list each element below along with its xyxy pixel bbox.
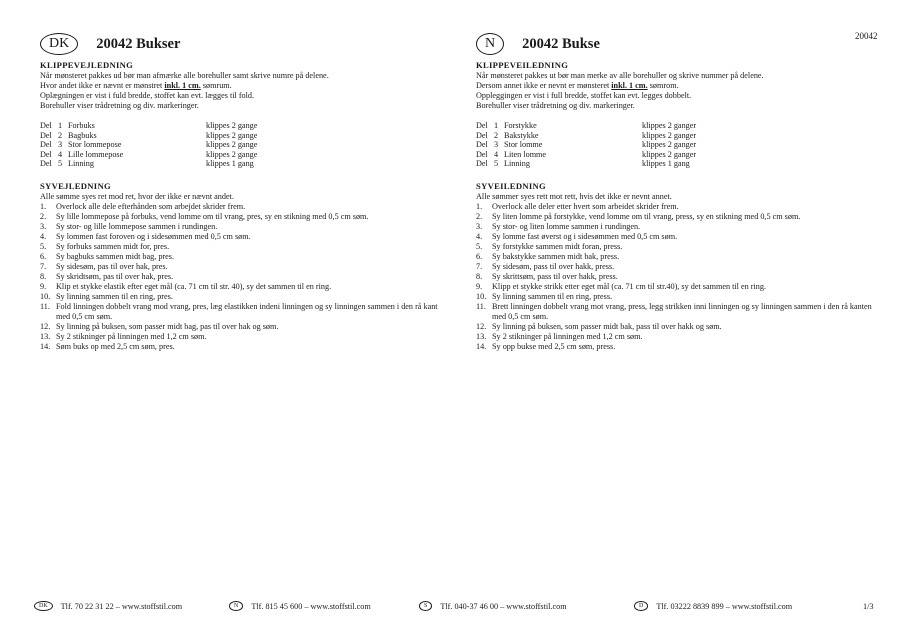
danish-title: 20042 Bukser xyxy=(96,35,181,52)
sewing-step xyxy=(40,302,450,322)
step-number: 7. xyxy=(40,261,47,271)
sewing-steps xyxy=(476,202,876,352)
danish-section xyxy=(40,30,450,352)
step-number: 6. xyxy=(476,251,483,261)
part-cut-count: klippes 1 gang xyxy=(206,159,254,168)
step-number: 3. xyxy=(40,221,47,231)
sewing-step xyxy=(476,322,876,332)
sewing-step xyxy=(476,332,876,342)
danish-heading xyxy=(40,30,450,58)
step-number: 11. xyxy=(476,301,486,311)
part-name: Stor lommepose xyxy=(68,140,122,149)
cut-text-2-c: sømrum. xyxy=(200,81,232,90)
footer-contact-text: Tlf. 815 45 600 – www.stoffstil.com xyxy=(251,601,371,611)
pattern-code: 20042 xyxy=(855,31,878,41)
part-del-label: Del xyxy=(40,149,52,159)
step-text: Brett linningen dobbelt vrang mot vrang, press, legg strikken inni linningen og sy linningen sammen i den rå kanten med 0,5 cm søm. xyxy=(492,301,872,321)
part-name: Liten lomme xyxy=(504,149,547,159)
sewing-step xyxy=(476,282,876,292)
cut-text-4: Borehuller viser trådretning og div. markeringer. xyxy=(40,101,199,110)
sewing-step xyxy=(476,272,876,282)
norwegian-heading xyxy=(476,30,876,58)
sewing-step xyxy=(40,222,450,232)
step-number: 13. xyxy=(476,331,487,341)
cut-text-2-a: Dersom annet ikke er nevnt er mønsteret xyxy=(476,81,612,90)
sewing-step xyxy=(40,272,450,282)
step-number: 8. xyxy=(40,271,47,281)
part-number: 5 xyxy=(494,159,499,168)
seam-allowance: inkl. 1 cm. xyxy=(611,81,648,90)
cut-text-1: Når mønsteret pakkes ud bør man afmærke alle borehuller samt skrive numre på delene. xyxy=(40,71,329,80)
step-number: 13. xyxy=(40,331,51,341)
sewing-step xyxy=(476,302,876,322)
step-text: Sy linning sammen til en ring, press. xyxy=(492,291,613,301)
step-text: Sy sidesøm, pas til over hak, pres. xyxy=(56,261,168,271)
sew-heading: SYVEILEDNING xyxy=(476,180,546,191)
step-text: Sy sidesøm, pass til over hakk, press. xyxy=(492,261,615,271)
part-row xyxy=(40,131,257,141)
part-number: 1 xyxy=(58,121,63,130)
cut-text-1: Når mønsteret pakkes ut bør man merke av alle borehuller og skrive nummer på delene. xyxy=(476,71,764,80)
step-text: Sy 2 stikninger på linningen med 1,2 cm søm. xyxy=(56,331,207,341)
step-number: 8. xyxy=(476,271,483,281)
part-row xyxy=(40,150,257,160)
cut-text-4: Borehuller viser trådretning og div. markeringer. xyxy=(476,101,635,110)
step-number: 12. xyxy=(476,321,487,331)
part-cut-count: klippes 2 ganger xyxy=(642,149,697,159)
part-cut-count: klippes 2 gange xyxy=(206,130,258,140)
part-row xyxy=(476,159,696,169)
part-name: Linning xyxy=(68,159,94,168)
part-row xyxy=(40,121,257,131)
part-row xyxy=(476,150,696,160)
part-name: Bakstykke xyxy=(504,130,539,140)
footer-contact-text: Tlf. 70 22 31 22 – www.stoffstil.com xyxy=(60,601,183,611)
step-text: Klipp et stykke strikk etter eget mål (ca. 71 cm til str.40), sy det sammen til en ring. xyxy=(492,281,766,291)
step-number: 1. xyxy=(40,201,47,211)
step-number: 9. xyxy=(476,281,483,291)
step-number: 7. xyxy=(476,261,483,271)
sewing-step xyxy=(40,252,450,262)
sewing-step xyxy=(476,242,876,252)
part-number: 3 xyxy=(58,140,63,149)
part-number: 4 xyxy=(494,149,499,159)
sewing-step xyxy=(476,212,876,222)
step-text: Sy linning på buksen, som passer midt bak, pass til over hakk og søm. xyxy=(492,321,722,331)
sewing-steps xyxy=(40,202,450,352)
part-number: 2 xyxy=(58,130,63,140)
step-number: 4. xyxy=(476,231,483,241)
part-cut-count: klippes 2 ganger xyxy=(642,130,697,140)
part-del-label: Del xyxy=(40,140,52,149)
part-name: Forstykke xyxy=(504,121,537,130)
sewing-step xyxy=(476,232,876,242)
step-number: 14. xyxy=(476,341,487,351)
part-cut-count: klippes 2 ganger xyxy=(642,140,697,149)
sewing-step xyxy=(40,262,450,272)
seam-allowance: inkl. 1 cm. xyxy=(164,81,201,90)
sewing-step xyxy=(40,292,450,302)
step-number: 14. xyxy=(40,341,51,351)
part-cut-count: klippes 2 ganger xyxy=(642,121,697,130)
sewing-step xyxy=(40,282,450,292)
step-number: 5. xyxy=(476,241,483,251)
part-del-label: Del xyxy=(476,159,488,168)
sewing-step xyxy=(476,202,876,212)
part-cut-count: klippes 2 gange xyxy=(206,121,258,130)
part-name: Forbuks xyxy=(68,121,95,130)
part-number: 2 xyxy=(494,130,499,140)
part-del-label: Del xyxy=(476,130,488,140)
footer-contact-text: Tlf. 03222 8839 899 – www.stoffstil.com xyxy=(656,601,793,611)
step-text: Søm buks op med 2,5 cm søm, pres. xyxy=(56,341,175,351)
cut-heading: KLIPPEVEJLEDNING xyxy=(40,60,134,70)
part-number: 5 xyxy=(58,159,63,168)
step-text: Sy skrittsøm, pass til over hakk, press. xyxy=(492,271,618,281)
part-del-label: Del xyxy=(40,159,52,168)
cut-text-2 xyxy=(476,81,876,91)
step-number: 4. xyxy=(40,231,47,241)
sewing-step xyxy=(40,212,450,222)
step-text: Sy lommen fast foroven og i sidesømmen med 0,5 cm søm. xyxy=(56,231,251,241)
page-number: 1/3 xyxy=(863,601,874,611)
step-text: Sy forstykke sammen midt foran, press. xyxy=(492,241,623,251)
step-text: Overlock alle dele efterhånden som arbejdet skrider frem. xyxy=(56,201,246,211)
step-text: Sy lille lommepose på forbuks, vend lomme om til vrang, pres, sy en stikning med 0,5 cm søm. xyxy=(56,211,369,221)
part-name: Stor lomme xyxy=(504,140,543,149)
footer xyxy=(34,596,879,616)
footer-contact-dk xyxy=(34,601,182,611)
step-number: 1. xyxy=(476,201,483,211)
footer-badge: N xyxy=(229,601,243,611)
part-name: Lille lommepose xyxy=(68,149,124,159)
part-name: Linning xyxy=(504,159,530,168)
parts-table xyxy=(476,121,696,169)
step-text: Sy stor- og liten lomme sammen i rundingen. xyxy=(492,221,641,231)
sewing-step xyxy=(40,242,450,252)
sewing-step xyxy=(476,292,876,302)
step-number: 2. xyxy=(476,211,483,221)
footer-badge: S xyxy=(419,601,432,611)
sewing-step xyxy=(40,332,450,342)
cut-text-2 xyxy=(40,81,450,91)
step-text: Sy skridtsøm, pas til over hak, pres. xyxy=(56,271,174,281)
step-text: Sy lomme fast øverst og i sidesømmen med 0,5 cm søm. xyxy=(492,231,678,241)
sewing-step xyxy=(40,342,450,352)
step-text: Sy 2 stikninger på linningen med 1,2 cm søm. xyxy=(492,331,643,341)
step-text: Sy bagbuks sammen midt bag, pres. xyxy=(56,251,175,261)
step-text: Sy stor- og lille lommepose sammen i rundingen. xyxy=(56,221,218,231)
sewing-step xyxy=(476,222,876,232)
footer-badge: DK xyxy=(34,601,53,611)
sewing-step xyxy=(40,232,450,242)
cut-text-2-c: sømrom. xyxy=(647,81,679,90)
footer-contact-d xyxy=(634,601,792,611)
step-number: 10. xyxy=(476,291,487,301)
step-number: 3. xyxy=(476,221,483,231)
step-number: 9. xyxy=(40,281,47,291)
step-text: Klip et stykke elastik efter eget mål (ca. 71 cm til str. 40), sy det sammen til en ring. xyxy=(56,281,332,291)
step-text: Sy opp bukse med 2,5 cm søm, press. xyxy=(492,341,616,351)
footer-badge: D xyxy=(634,601,648,611)
part-del-label: Del xyxy=(476,149,488,159)
step-number: 10. xyxy=(40,291,51,301)
norwegian-section xyxy=(476,30,876,352)
step-number: 6. xyxy=(40,251,47,261)
part-number: 3 xyxy=(494,140,499,149)
part-row xyxy=(40,159,257,169)
sew-intro: Alle sømme syes ret mod ret, hvor der ikke er nævnt andet. xyxy=(40,191,234,201)
sew-intro: Alle sømmer syes rett mot rett, hvis det ikke er nevnt annet. xyxy=(476,191,672,201)
step-text: Sy bakstykke sammen midt bak, press. xyxy=(492,251,620,261)
part-number: 1 xyxy=(494,121,499,130)
part-del-label: Del xyxy=(40,130,52,140)
part-del-label: Del xyxy=(476,140,488,149)
part-row xyxy=(476,131,696,141)
step-number: 12. xyxy=(40,321,51,331)
cut-text-3: Oplægningen er vist i fuld bredde, stoffet kan evt. lægges til fold. xyxy=(40,91,255,100)
parts-table xyxy=(40,121,257,169)
sewing-step xyxy=(476,252,876,262)
sewing-step xyxy=(476,342,876,352)
step-text: Sy linning sammen til en ring, pres. xyxy=(56,291,173,301)
part-cut-count: klippes 2 gange xyxy=(206,149,258,159)
part-cut-count: klippes 1 gang xyxy=(642,159,690,168)
sewing-step xyxy=(40,322,450,332)
part-row xyxy=(40,140,257,150)
norwegian-title: 20042 Bukse xyxy=(522,35,600,52)
part-number: 4 xyxy=(58,149,63,159)
language-badge-n: N xyxy=(476,33,504,55)
part-name: Bagbuks xyxy=(68,130,97,140)
footer-contact-s xyxy=(419,601,567,611)
cut-text-2-a: Hvor andet ikke er nævnt er mønstret xyxy=(40,81,165,90)
footer-contact-text: Tlf. 040-37 46 00 – www.stoffstil.com xyxy=(440,601,567,611)
part-cut-count: klippes 2 gange xyxy=(206,140,258,149)
step-text: Overlock alle deler etter hvert som arbeidet skrider frem. xyxy=(492,201,679,211)
step-number: 11. xyxy=(40,301,50,311)
step-number: 5. xyxy=(40,241,47,251)
step-number: 2. xyxy=(40,211,47,221)
sewing-step xyxy=(476,262,876,272)
footer-contact-n xyxy=(229,601,371,611)
part-del-label: Del xyxy=(476,121,488,130)
cut-heading: KLIPPEVEILEDNING xyxy=(476,60,569,70)
sew-heading: SYVEJLEDNING xyxy=(40,180,111,191)
part-row xyxy=(476,121,696,131)
sewing-step xyxy=(40,202,450,212)
language-badge-dk: DK xyxy=(40,33,78,55)
cut-text-3: Oppleggingen er vist i full bredde, stoffet kan evt. legges dobbelt. xyxy=(476,91,692,100)
step-text: Fold linningen dobbelt vrang mod vrang, pres, læg elastikken indeni linningen og sy linningen sammen i den rå kant med 0,5 cm søm. xyxy=(56,301,438,321)
step-text: Sy linning på buksen, som passer midt bag, pas til over hak og søm. xyxy=(56,321,279,331)
step-text: Sy liten lomme på forstykke, vend lomme om til vrang, press, sy en stikning med 0,5 cm søm. xyxy=(492,211,801,221)
part-del-label: Del xyxy=(40,121,52,130)
step-text: Sy forbuks sammen midt for, pres. xyxy=(56,241,170,251)
part-row xyxy=(476,140,696,150)
